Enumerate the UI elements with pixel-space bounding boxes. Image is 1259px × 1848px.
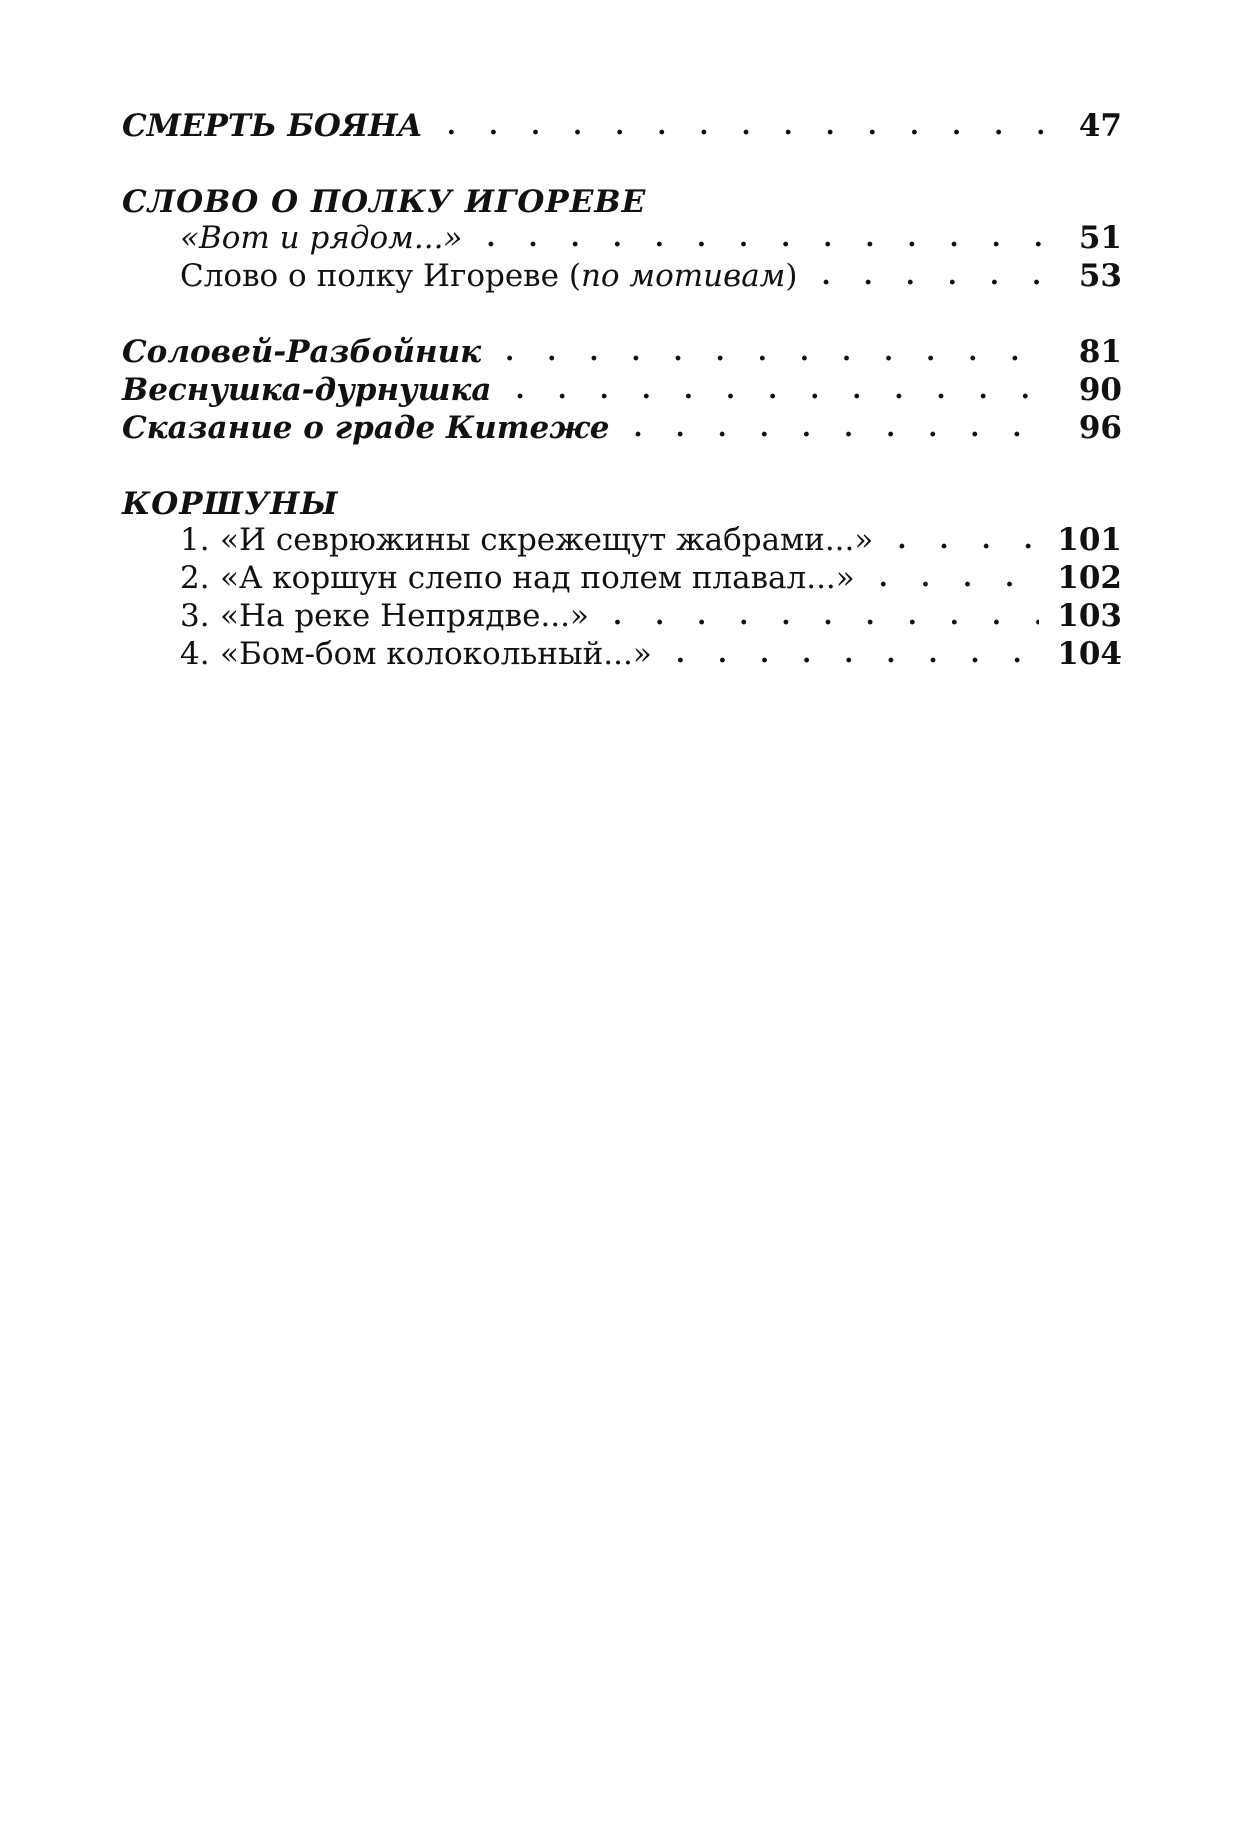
toc-entry-title-italic: по мотивам (580, 258, 786, 294)
toc-entry-number: 3. (180, 598, 210, 634)
toc-entry-solovey[interactable] (122, 334, 1122, 372)
dot-leader (897, 522, 1039, 558)
dot-leader (613, 598, 1039, 634)
toc-entry-slovo-po-motivam[interactable] (122, 258, 1122, 296)
toc-entry-title: СМЕРТЬ БОЯНА (122, 108, 423, 144)
toc-entry-page: 53 (1078, 258, 1122, 294)
section-heading-korshuny: КОРШУНЫ (122, 486, 339, 522)
toc-entry-title: Сказание о граде Китеже (122, 410, 610, 446)
dot-leader (821, 258, 1054, 294)
dot-leader (879, 560, 1040, 596)
toc-entry-title-text: «На реке Непрядве...» (220, 598, 589, 634)
toc-entry-smert-boyana[interactable] (122, 108, 1122, 146)
toc-entry-page: 96 (1078, 410, 1122, 446)
dot-leader (447, 108, 1054, 144)
table-of-contents (122, 108, 1122, 674)
toc-entry-title (180, 258, 797, 294)
dot-leader (633, 410, 1054, 446)
toc-entry-korshuny-4[interactable] (122, 636, 1122, 674)
toc-entry-title (180, 636, 652, 672)
toc-entry-title-close: ) (785, 258, 798, 294)
dot-leader (676, 636, 1039, 672)
toc-entry-page: 101 (1057, 522, 1122, 558)
toc-entry-title (180, 560, 855, 596)
toc-entry-page: 102 (1057, 560, 1122, 596)
toc-entry-number: 4. (180, 636, 210, 672)
toc-entry-title: Веснушка-дурнушка (122, 372, 492, 408)
toc-entry-title: Соловей-Разбойник (122, 334, 482, 370)
toc-entry-korshuny-2[interactable] (122, 560, 1122, 598)
toc-entry-number: 2. (180, 560, 210, 596)
toc-entry-page: 104 (1057, 636, 1122, 672)
toc-entry-title (180, 598, 589, 634)
toc-entry-vot-i-ryadom[interactable] (122, 220, 1122, 258)
toc-entry-title: «Вот и рядом...» (180, 220, 463, 256)
toc-entry-page: 90 (1078, 372, 1122, 408)
toc-entry-korshuny-1[interactable] (122, 522, 1122, 560)
toc-entry-title-text: «А коршун слепо над полем плавал...» (220, 560, 855, 596)
toc-entry-title (180, 522, 873, 558)
dot-leader (486, 220, 1054, 256)
toc-entry-title-text: «И севрюжины скрежещут жабрами...» (220, 522, 874, 558)
toc-entry-title-text: «Бом-бом колокольный...» (220, 636, 652, 672)
toc-entry-korshuny-3[interactable] (122, 598, 1122, 636)
toc-entry-title-plain: Слово о полку Игореве ( (180, 258, 581, 294)
toc-entry-page: 47 (1078, 108, 1122, 144)
toc-entry-page: 51 (1078, 220, 1122, 256)
toc-entry-page: 81 (1078, 334, 1122, 370)
dot-leader (515, 372, 1054, 408)
toc-entry-kitezh[interactable] (122, 410, 1122, 448)
dot-leader (505, 334, 1054, 370)
toc-entry-number: 1. (180, 522, 210, 558)
section-heading-slovo: СЛОВО О ПОЛКУ ИГОРЕВЕ (122, 184, 647, 220)
toc-entry-vesnushka[interactable] (122, 372, 1122, 410)
toc-entry-page: 103 (1057, 598, 1122, 634)
